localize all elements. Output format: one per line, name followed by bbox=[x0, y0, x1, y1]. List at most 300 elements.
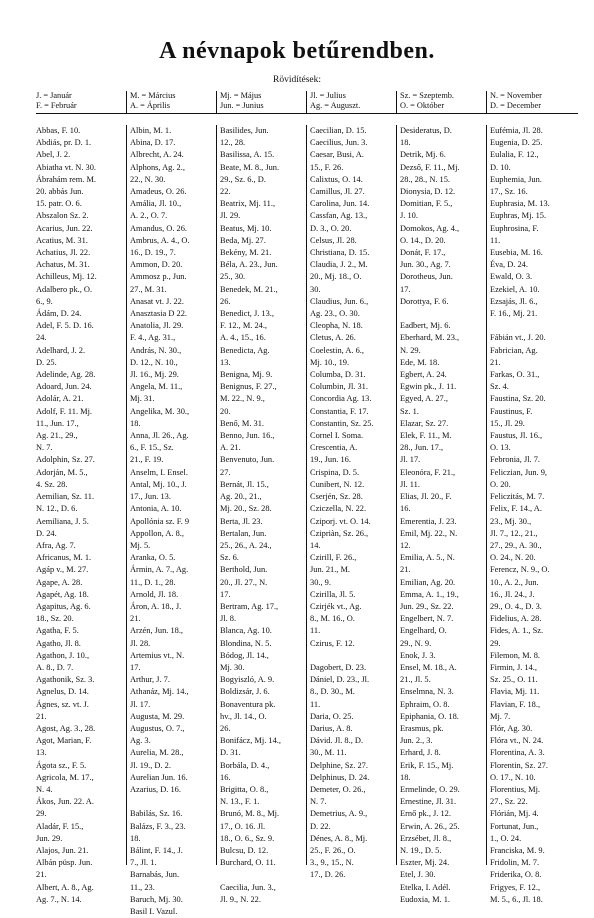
name-entry: 20., Mj. 18., O. bbox=[310, 272, 362, 282]
name-entry: D. 12., N. 10., bbox=[130, 357, 178, 367]
name-entry: 18. bbox=[400, 772, 411, 782]
name-entry: 24. bbox=[36, 333, 47, 343]
name-entry: Agáp v., M. 27. bbox=[36, 565, 89, 575]
name-entry bbox=[130, 796, 216, 808]
name-entry: 27., 29., A. 30., bbox=[490, 540, 542, 550]
name-entry: 21. bbox=[36, 711, 47, 721]
name-entry: Febronia, Jl. 7. bbox=[490, 455, 541, 465]
name-entry: Babilás, Sz. 16. bbox=[130, 809, 183, 819]
page-title: A névnapok betűrendben. bbox=[159, 38, 435, 64]
name-entry: Cassfan, Ag. 13., bbox=[310, 211, 368, 221]
name-entry: 3., 9., 15., N. bbox=[310, 858, 354, 868]
abbreviations-legend bbox=[36, 91, 578, 114]
name-entry: Albrecht, A. 24. bbox=[130, 150, 184, 160]
name-entry: András, N. 30., bbox=[130, 345, 182, 355]
name-entry: M. 22., N. 9., bbox=[220, 394, 265, 404]
name-entry: Domitian, F. 5., bbox=[400, 199, 453, 209]
name-entry bbox=[310, 650, 396, 662]
name-entry: Concordia Ag. 13. bbox=[310, 394, 372, 404]
name-entry: 27. bbox=[220, 467, 231, 477]
name-entry: Ag. 20., 21., bbox=[220, 492, 262, 502]
name-entry: Benignus, F. 27., bbox=[220, 382, 277, 392]
name-entry: Engelbert, N. 7. bbox=[400, 614, 454, 624]
name-entry: Acatius, M. 31. bbox=[36, 235, 88, 245]
name-entry: 7., Jl. 1. bbox=[130, 858, 157, 868]
name-entry: Agathon, J. 10., bbox=[36, 650, 90, 660]
name-entry: Etel, J. 30. bbox=[400, 870, 436, 880]
name-entry: Ezsajás, Jl. 6., bbox=[490, 296, 538, 306]
name-entry: D. 25. bbox=[36, 357, 57, 367]
name-entry: 20. abbás Jun. bbox=[36, 187, 84, 197]
name-entry: Agapitus, Ag. 6. bbox=[36, 601, 91, 611]
name-entry: Adelhard, J. 2. bbox=[36, 345, 86, 355]
name-entry: Aemilian, Sz. 11. bbox=[36, 492, 95, 502]
name-entry: Ambrus, A. 4., O. bbox=[130, 235, 190, 245]
name-entry: Sz. 4. bbox=[490, 382, 509, 392]
name-entry: Benedicta, Ag. bbox=[220, 345, 270, 355]
name-entry: Antal, Mj. 10., J. bbox=[130, 479, 187, 489]
name-entry: D. 3., O. 20. bbox=[310, 223, 352, 233]
name-entry: 6., 9. bbox=[36, 296, 53, 306]
name-entry: Jun. 29. bbox=[36, 833, 63, 843]
name-entry: Bálint, F. 14., J. bbox=[130, 845, 183, 855]
name-entry: Claudia, J. 2., M. bbox=[310, 260, 368, 270]
name-entry: 15., F. 26. bbox=[310, 162, 344, 172]
legend-cell bbox=[36, 91, 126, 113]
name-entry: Beda, Mj. 27. bbox=[220, 235, 266, 245]
name-entry: Anasztasia D 22. bbox=[130, 309, 187, 319]
name-entry: Dagobert, D. 23. bbox=[310, 662, 367, 672]
name-entry: 16., Jl. 24., J. bbox=[490, 589, 535, 599]
name-entry: Apollónia sz. F. 9 bbox=[130, 516, 190, 526]
name-entry: Agricola, M. 17., bbox=[36, 772, 94, 782]
name-entry: 14. bbox=[310, 540, 321, 550]
name-entry: Albán püsp. Jun. bbox=[36, 858, 93, 868]
name-entry: Artemius vt., N. bbox=[130, 650, 185, 660]
legend-entry: A. = Április bbox=[130, 101, 170, 110]
name-entry: Appollon, A. 8., bbox=[130, 528, 184, 538]
name-entry: Faustinus, F. bbox=[490, 406, 533, 416]
name-entry: Enselmna, N. 3. bbox=[400, 687, 454, 697]
name-entry: O. 24., N. 20. bbox=[490, 553, 536, 563]
name-entry: Ag. 23., O. 30. bbox=[310, 309, 360, 319]
name-entry: Barnabás, Jun. bbox=[130, 870, 180, 880]
name-entry: Amadeus, O. 26. bbox=[130, 187, 187, 197]
name-entry: N. 7. bbox=[36, 443, 53, 453]
name-entry: 29. bbox=[490, 638, 501, 648]
name-entry: Constantia, F. 17. bbox=[310, 406, 369, 416]
name-entry: Bódog, Jl. 14., bbox=[220, 650, 269, 660]
name-entry: Ermelinde, O. 29. bbox=[400, 784, 460, 794]
name-entry: Agost, Ag. 3., 28. bbox=[36, 723, 96, 733]
name-entry: Bonifácz, Mj. 14., bbox=[220, 736, 281, 746]
name-entry: Alajos, Jun. 21. bbox=[36, 845, 89, 855]
name-entry: Euphemia, Jun. bbox=[490, 174, 542, 184]
legend-entry: J. = Január bbox=[36, 91, 72, 100]
name-entry: Mj. 7. bbox=[490, 711, 511, 721]
name-entry: Fabrician, Ag. bbox=[490, 345, 538, 355]
name-entry: Erhard, J. 8. bbox=[400, 748, 441, 758]
name-entry: Brigitta, O. 8., bbox=[220, 784, 269, 794]
name-entry: Emilian, Ag. 20. bbox=[400, 577, 456, 587]
name-entry: Mj. 20., Sz. 28. bbox=[220, 504, 272, 514]
name-entry: Celsus, Jl. 28. bbox=[310, 235, 357, 245]
name-entry: F. 4., Ag. 31., bbox=[130, 333, 176, 343]
name-entry: Agape, A. 28. bbox=[36, 577, 83, 587]
legend-cell bbox=[126, 91, 216, 113]
name-entry: 20., Jl. 27., N. bbox=[220, 577, 268, 587]
name-entry: Egbert, A. 24. bbox=[400, 370, 447, 380]
name-entry: N. 29. bbox=[400, 345, 421, 355]
name-column bbox=[36, 125, 126, 904]
name-entry: Dénes, A. 8., Mj. bbox=[310, 833, 368, 843]
name-entry: Ensel, M. 18., A. bbox=[400, 662, 457, 672]
name-entry: Sz. 6. bbox=[220, 553, 239, 563]
name-entry: Ewald, O. 3. bbox=[490, 272, 533, 282]
name-entry: 19., Jun. 16. bbox=[310, 455, 351, 465]
name-entry: 25., F. 26., O. bbox=[310, 845, 356, 855]
name-entry: Bogyiszló, A. 9. bbox=[220, 675, 275, 685]
name-entry: Bertalan, Jun. bbox=[220, 528, 267, 538]
name-entry: Faustus, Jl. 16., bbox=[490, 431, 543, 441]
name-entry: Fortunat, Jun., bbox=[490, 821, 539, 831]
name-entry: Feliczitás, M. 7. bbox=[490, 492, 545, 502]
name-entry: Ákos, Jun. 22. A. bbox=[36, 797, 94, 807]
name-entry: Acarius, Jun. 22. bbox=[36, 223, 93, 233]
name-entry: Blondina, N. 5. bbox=[220, 638, 272, 648]
name-entry: Dorotheus, Jun. bbox=[400, 272, 453, 282]
name-entry: Bernát, Jl. 15., bbox=[220, 479, 269, 489]
name-entry: Calixtus, O. 14. bbox=[310, 174, 363, 184]
name-entry: 18. bbox=[130, 833, 141, 843]
name-entry: 13. bbox=[220, 357, 231, 367]
name-entry: Jl. 11. bbox=[400, 479, 420, 489]
name-entry: Achatius, Jl. 22. bbox=[36, 248, 91, 258]
name-entry: Cserjén, Sz. 28. bbox=[310, 492, 363, 502]
name-entry: Berthold, Jun. bbox=[220, 565, 268, 575]
name-entry: Camillus, Jl. 27. bbox=[310, 187, 365, 197]
name-column bbox=[396, 125, 486, 904]
name-entry: 30., 9. bbox=[310, 577, 331, 587]
name-entry: Darius, A. 8. bbox=[310, 723, 353, 733]
name-entry: Amália, Jl. 10., bbox=[130, 199, 182, 209]
name-entry: Caecilian, D. 15. bbox=[310, 126, 367, 135]
name-entry: Arzén, Jun. 18., bbox=[130, 626, 184, 636]
name-entry: Albin, M. 1. bbox=[130, 126, 172, 135]
name-entry: hv., Jl. 14., O. bbox=[220, 711, 267, 721]
name-entry: Fidelius, A. 28. bbox=[490, 614, 542, 624]
name-entry: 22., N. 30. bbox=[130, 174, 166, 184]
name-entry: Emil, Mj. 22., N. bbox=[400, 528, 458, 538]
legend-cell bbox=[486, 91, 576, 113]
name-entry: Béla, A. 23., Jun. bbox=[220, 260, 278, 270]
name-entry: Felix, F. 14., A. bbox=[490, 504, 542, 514]
name-entry: Erzsébet, Jl. 8., bbox=[400, 833, 452, 843]
name-entry: Elazar, Sz. 27. bbox=[400, 418, 449, 428]
name-entry: Erasmus, pk. bbox=[400, 723, 444, 733]
name-entry: Demeter, O. 26., bbox=[310, 784, 366, 794]
name-entry: 21., F. 19. bbox=[130, 455, 164, 465]
name-entry: Aurelia, M. 28., bbox=[130, 748, 184, 758]
name-entry: F. 12., M. 24., bbox=[220, 321, 268, 331]
name-entry: Beate, M. 8., Jun. bbox=[220, 162, 280, 172]
name-entry: 27., Sz. 22. bbox=[490, 797, 528, 807]
name-entry: Éva, D. 24. bbox=[490, 260, 528, 270]
name-entry: Abiatha vt. N. 30. bbox=[36, 162, 97, 172]
name-entry: Cziczella, N. 22. bbox=[310, 504, 367, 514]
name-entry: Ábrahám rem. M. bbox=[36, 174, 97, 184]
name-entry: 4. Sz. 28. bbox=[36, 479, 68, 489]
name-entry: Eufémia, Jl. 28. bbox=[490, 126, 543, 135]
name-entry: Crescentia, A. bbox=[310, 443, 358, 453]
name-entry: Ágota sz., F. 5. bbox=[36, 760, 87, 770]
name-entry: Flóra vt., N. 24. bbox=[490, 736, 544, 746]
name-entry: Agot, Marian, F. bbox=[36, 736, 92, 746]
name-entry: O. 14., D. 20. bbox=[400, 235, 446, 245]
name-entry: N. 19., D. 5. bbox=[400, 845, 442, 855]
name-entry: Adoard, Jun. 24. bbox=[36, 382, 92, 392]
name-entry: Jun. 21., M. bbox=[310, 565, 351, 575]
name-entry: Emma, A. 1., 19., bbox=[400, 589, 459, 599]
name-entry: Jl. 7., 12., 21., bbox=[490, 528, 538, 538]
name-entry: Burchard, O. 11. bbox=[220, 858, 276, 868]
name-entry: Ephraim, O. 8. bbox=[400, 699, 450, 709]
name-entry: 12., 28. bbox=[220, 138, 246, 148]
name-entry: Feliczian, Jun. 9, bbox=[490, 467, 547, 477]
name-entry: Eugenia, D. 25. bbox=[490, 138, 543, 148]
name-entry: 25., 26., A. 24., bbox=[220, 540, 272, 550]
name-entry: Angela, M. 11., bbox=[130, 382, 183, 392]
legend-entry: F. = Február bbox=[36, 101, 77, 110]
legend-entry: D. = December bbox=[490, 101, 541, 110]
name-entry: Afra, Ag. 7. bbox=[36, 540, 76, 550]
name-entry: Caecilius, Jun. 3. bbox=[310, 138, 368, 148]
name-entry: Enok, J. 3. bbox=[400, 650, 436, 660]
name-entry: Czirill, F. 26., bbox=[310, 553, 357, 563]
name-entry: Farkas, O. 31., bbox=[490, 370, 540, 380]
name-entry: N. 7. bbox=[310, 797, 327, 807]
name-entry: N. 4. bbox=[36, 784, 53, 794]
name-entry: 17., O. 16. Jl. bbox=[220, 821, 266, 831]
name-entry: Anna, Jl. 26., Ag. bbox=[130, 431, 189, 441]
name-entry: Ede, M. 18. bbox=[400, 357, 440, 367]
name-entry: Berta, Jl. 23. bbox=[220, 516, 263, 526]
name-entry: Adolf, F. 11. Mj. bbox=[36, 406, 93, 416]
name-entry: M. 5., 6., Jl. 18. bbox=[490, 894, 543, 904]
name-entry: O. 13. bbox=[490, 443, 511, 453]
name-entry: 17. bbox=[220, 589, 231, 599]
name-entry: Fridolin, M. 7. bbox=[490, 858, 540, 868]
name-entry: Alphons, Ag. 2., bbox=[130, 162, 185, 172]
legend-entry: Sz. = Szeptemb. bbox=[400, 91, 454, 100]
name-entry: 21. bbox=[400, 565, 411, 575]
name-entry: Beatrix, Mj. 11., bbox=[220, 199, 276, 209]
name-entry: 30. bbox=[310, 284, 321, 294]
name-entry: Ernő pk., J. 12. bbox=[400, 809, 451, 819]
name-entry: Ármin, A. 7., Ag. bbox=[130, 565, 189, 575]
name-column bbox=[216, 125, 306, 904]
name-entry: 29. bbox=[36, 809, 47, 819]
name-entry: 10., A. 2., Jun. bbox=[490, 577, 539, 587]
name-entry: A. 4., 15., 16. bbox=[220, 333, 266, 343]
name-entry: Agapét, Ag. 18. bbox=[36, 589, 89, 599]
name-entry: 11., D. 1., 28. bbox=[130, 577, 176, 587]
name-entry: Czirus, F. 12. bbox=[310, 638, 355, 648]
name-entry: Flór, Ag. 30. bbox=[490, 723, 533, 733]
name-entry bbox=[490, 320, 576, 332]
name-entry: Frigyes, F. 12., bbox=[490, 882, 541, 892]
name-entry: 21. bbox=[490, 357, 501, 367]
name-entry: Columba, D. 31. bbox=[310, 370, 366, 380]
name-entry: Sz. 25., O. 11. bbox=[490, 675, 538, 685]
name-entry: Ag. 3. bbox=[130, 736, 151, 746]
name-entry: Antonia, A. 10. bbox=[130, 504, 182, 514]
name-entry: A. 21. bbox=[220, 443, 241, 453]
name-entry: Delphinus, D. 24. bbox=[310, 772, 370, 782]
name-entry: Abdiás, pr. D. 1. bbox=[36, 138, 92, 148]
name-entry: Egwin pk., J. 11. bbox=[400, 382, 457, 392]
name-entry: 21. bbox=[130, 614, 141, 624]
name-entry: Filemon, M. 8. bbox=[490, 650, 541, 660]
name-entry: Abina, D. 17. bbox=[130, 138, 176, 148]
name-entry: 18. bbox=[130, 418, 141, 428]
name-entry: D. 31. bbox=[220, 748, 241, 758]
name-entry: Euphrasia, M. 13. bbox=[490, 199, 550, 209]
name-entry: 20. bbox=[220, 406, 231, 416]
name-entry: 16., D. 19., 7. bbox=[130, 248, 176, 258]
name-entry: A. 2., O. 7. bbox=[130, 211, 168, 221]
name-entry: Elias, Jl. 20., F. bbox=[400, 492, 452, 502]
name-entry: 17., Sz. 16. bbox=[490, 187, 528, 197]
name-entry: 22. bbox=[220, 187, 231, 197]
name-entry: Bekény, M. 21. bbox=[220, 248, 272, 258]
name-entry: Dezső, F. 11., Mj. bbox=[400, 162, 460, 172]
name-entry: Benedek, M. 21., bbox=[220, 284, 278, 294]
name-entry: D. 22. bbox=[310, 821, 331, 831]
name-entry: Bonaventura pk. bbox=[220, 699, 276, 709]
name-entry: 30., M. 11. bbox=[310, 748, 347, 758]
name-entry: Eulalia, F. 12., bbox=[490, 150, 539, 160]
name-entry: Bertram, Ag. 17., bbox=[220, 601, 279, 611]
name-entry: Mj. 10., 19. bbox=[310, 357, 350, 367]
name-entry: Emerentia, J. 23. bbox=[400, 516, 457, 526]
name-entry: Jl. 29. bbox=[220, 211, 241, 221]
name-entry: 11. bbox=[490, 235, 501, 245]
name-entry: Eudoxia, M. 1. bbox=[400, 894, 451, 904]
name-entry: 11. bbox=[310, 626, 321, 636]
name-entry: Jl. 9., N. 22. bbox=[220, 894, 261, 904]
name-entry: Constantin, Sz. 25. bbox=[310, 418, 374, 428]
name-entry: Adolár, A. 21. bbox=[36, 394, 84, 404]
name-entry: 11., 23. bbox=[130, 882, 155, 892]
name-entry: Cornel I. Soma. bbox=[310, 431, 364, 441]
name-entry: Jun. 2., 3. bbox=[400, 736, 433, 746]
legend-cell bbox=[306, 91, 396, 113]
name-entry: Baruch, Mj. 30. bbox=[130, 894, 183, 904]
name-entry: 15., Jl. 29. bbox=[490, 418, 525, 428]
name-entry: 27., M. 31. bbox=[130, 284, 167, 294]
name-entry: Abszalon Sz. 2. bbox=[36, 211, 89, 221]
name-entry: Firmin, J. 14., bbox=[490, 662, 537, 672]
name-entry: N. 12., D. 6. bbox=[36, 504, 78, 514]
name-entry bbox=[400, 308, 486, 320]
name-entry: Sz. 1. bbox=[400, 406, 419, 416]
name-entry: Mj. 30. bbox=[220, 662, 245, 672]
name-entry: Carolina, Jun. 14. bbox=[310, 199, 370, 209]
name-entry: Ammosz p., Jun. bbox=[130, 272, 187, 282]
name-entry: Agatho, Jl. 8. bbox=[36, 638, 81, 648]
legend-cell bbox=[216, 91, 306, 113]
legend-entry: Jun. = Junius bbox=[220, 101, 264, 110]
name-entry: Basilissa, A. 15. bbox=[220, 150, 275, 160]
name-entry: Mj. 31. bbox=[130, 394, 155, 404]
name-entry: Euphrosina, F. bbox=[490, 223, 539, 233]
name-entry: Fábián vt., J. 20. bbox=[490, 333, 546, 343]
name-entry: Benedict, J. 13., bbox=[220, 309, 274, 319]
name-entry: Ezekiel, A. 10. bbox=[490, 284, 540, 294]
name-entry: Ammon, D. 20. bbox=[130, 260, 183, 270]
name-entry: Desideratus, D. bbox=[400, 126, 452, 135]
name-entry: Friderika, O. 8. bbox=[490, 870, 542, 880]
legend-entry: Ag. = Auguszt. bbox=[310, 101, 361, 110]
name-entry: A. 8., D. 7. bbox=[36, 662, 74, 672]
name-entry: 29., N. 9. bbox=[400, 638, 432, 648]
name-entry: Czipriàn, Sz. 26., bbox=[310, 528, 369, 538]
name-entry: 28., 28., N. 15. bbox=[400, 174, 451, 184]
name-entry: N. 13., F. 1. bbox=[220, 797, 260, 807]
name-entry: 11., Jun. 17., bbox=[36, 418, 79, 428]
name-entry: Borbála, D. 4., bbox=[220, 760, 270, 770]
name-entry: Jl. 28. bbox=[130, 638, 151, 648]
name-entry: Ágnes, sz. vt. J. bbox=[36, 699, 89, 709]
legend-entry: Mj. = Május bbox=[220, 91, 262, 100]
name-entry: Aladár, F. 15., bbox=[36, 821, 84, 831]
abbreviations-heading: Rövidítések: bbox=[272, 75, 322, 85]
name-entry: 6., F. 15., Sz. bbox=[130, 443, 174, 453]
name-entry: 25., 30. bbox=[220, 272, 246, 282]
name-entry: Aemiliana, J. 5. bbox=[36, 516, 89, 526]
name-entry: Jl. 8. bbox=[220, 614, 237, 624]
name-entry: Coelestin, A. 6., bbox=[310, 345, 364, 355]
name-entry: Adolphin, Sz. 27. bbox=[36, 455, 95, 465]
name-entry: Agathonik, Sz. 3. bbox=[36, 675, 95, 685]
name-entry: Ádám, D. 24. bbox=[36, 309, 82, 319]
name-entry: Florentin, Sz. 27. bbox=[490, 760, 548, 770]
name-entry: Augusta, M. 29. bbox=[130, 711, 185, 721]
name-entry: 29., O. 4., D. 3. bbox=[490, 601, 542, 611]
name-entry: 18., Sz. 20. bbox=[36, 614, 74, 624]
name-entry: Brunó, M. 8., Mj. bbox=[220, 809, 280, 819]
legend-entry: M. = Március bbox=[130, 91, 176, 100]
name-entry: 11. bbox=[310, 699, 321, 709]
name-entry: Blanca, Ag. 10. bbox=[220, 626, 272, 636]
name-entry: Áron, A. 18., J. bbox=[130, 601, 182, 611]
name-entry: 28., Jun. 17., bbox=[400, 443, 444, 453]
name-entry: 21. bbox=[36, 870, 47, 880]
name-entry: Benigna, Mj. 9. bbox=[220, 370, 273, 380]
name-entry: Ernestine, Jl. 31. bbox=[400, 797, 457, 807]
name-entry: Beatus, Mj. 10. bbox=[220, 223, 272, 233]
name-entry: Flavian, F. 18., bbox=[490, 699, 541, 709]
name-entry: Detrik, Mj. 6. bbox=[400, 150, 446, 160]
name-entry: Caesar, Busi, A. bbox=[310, 150, 364, 160]
name-entry: 16. bbox=[220, 772, 231, 782]
name-entry: Abel, J. 2. bbox=[36, 150, 71, 160]
name-entry: 12. bbox=[400, 540, 411, 550]
name-entry: Cleopha, N. 18. bbox=[310, 321, 363, 331]
name-entry: Crispina, D. 5. bbox=[310, 467, 360, 477]
name-entry: Basilides, Jun. bbox=[220, 126, 269, 135]
